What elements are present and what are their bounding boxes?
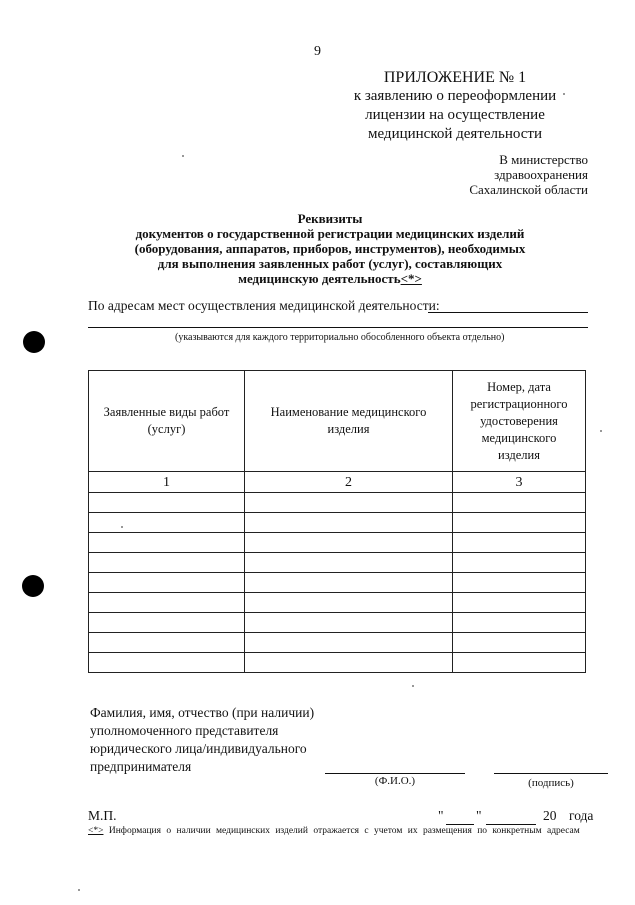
table-cell[interactable] <box>245 573 453 593</box>
table-row <box>89 533 586 553</box>
header-device-name: Наименование медицинского изделия <box>245 371 453 472</box>
stamp-label: М.П. <box>88 808 117 823</box>
address-input-line-2[interactable] <box>88 327 588 328</box>
table-cell[interactable] <box>89 593 245 613</box>
scan-speck <box>78 889 80 891</box>
table-row <box>89 513 586 533</box>
document-heading <box>120 211 540 286</box>
table-cell[interactable] <box>453 613 586 633</box>
heading-line-3: (оборудования, аппаратов, приборов, инструментов), необходимых <box>134 241 526 256</box>
table-row <box>89 613 586 633</box>
devices-table <box>88 370 586 673</box>
signatory-line-3: юридического лица/индивидуального <box>90 741 307 756</box>
table-cell[interactable] <box>89 553 245 573</box>
fio-input-line[interactable] <box>325 773 465 774</box>
table-row <box>89 633 586 653</box>
date-year-prefix: 20 <box>543 808 557 823</box>
table-cell[interactable] <box>453 533 586 553</box>
signature-label: (подпись) <box>528 777 574 789</box>
address-label: По адресам мест осуществления медицинской деятельности: <box>88 298 440 313</box>
heading-footnote-mark: <*> <box>400 271 422 286</box>
date-month-input[interactable] <box>486 824 536 825</box>
appendix-line-1: к заявлению о переоформлении <box>353 88 557 104</box>
date-year-suffix: года <box>569 808 594 823</box>
appendix-title: ПРИЛОЖЕНИЕ № 1 <box>383 69 527 86</box>
scan-speck <box>182 155 184 157</box>
recipient-line-1: В министерство <box>499 152 588 167</box>
table-cell[interactable] <box>453 653 586 673</box>
table-row <box>89 493 586 513</box>
table-row <box>89 653 586 673</box>
column-number-2: 2 <box>245 472 453 493</box>
table-cell[interactable] <box>245 613 453 633</box>
table-cell[interactable] <box>245 633 453 653</box>
page-number: 9 <box>314 44 321 59</box>
punch-hole-bottom <box>22 575 44 597</box>
table-cell[interactable] <box>245 533 453 553</box>
signatory-line-1: Фамилия, имя, отчество (при наличии) <box>90 705 315 720</box>
signatory-line-2: уполномоченного представителя <box>90 723 279 738</box>
column-number-3: 3 <box>453 472 586 493</box>
heading-line-5-text: медицинскую деятельность <box>238 271 401 286</box>
table-number-row <box>89 472 586 493</box>
table-cell[interactable] <box>453 633 586 653</box>
header-registration: Номер, дата регистрационного удостоверения медицинского изделия <box>453 371 586 472</box>
table-cell[interactable] <box>89 613 245 633</box>
footnote <box>88 826 588 836</box>
heading-line-1: Реквизиты <box>297 211 363 226</box>
table-cell[interactable] <box>245 493 453 513</box>
table-cell[interactable] <box>89 493 245 513</box>
table-cell[interactable] <box>245 653 453 673</box>
table-cell[interactable] <box>453 553 586 573</box>
signatory-line-4: предпринимателя <box>90 759 192 774</box>
header-services: Заявленные виды работ (услуг) <box>89 371 245 472</box>
table-cell[interactable] <box>89 533 245 553</box>
scan-speck <box>412 685 414 687</box>
heading-line-5 <box>120 271 540 286</box>
column-number-1: 1 <box>89 472 245 493</box>
table-cell[interactable] <box>453 593 586 613</box>
recipient-line-3: Сахалинской области <box>469 182 588 197</box>
appendix-line-3: медицинской деятельности <box>367 126 543 142</box>
signature-input-line[interactable] <box>494 773 608 774</box>
footnote-mark: <*> <box>88 826 104 836</box>
date-day-input[interactable] <box>446 824 474 825</box>
fio-label: (Ф.И.О.) <box>374 775 416 787</box>
table-cell[interactable] <box>89 633 245 653</box>
table-cell[interactable] <box>245 593 453 613</box>
footnote-text: Информация о наличии медицинских изделий отражается с учетом их размещения по конкретным адресам <box>108 826 580 836</box>
table-cell[interactable] <box>453 573 586 593</box>
table-row <box>89 573 586 593</box>
table-header-row <box>89 371 586 472</box>
table-cell[interactable] <box>89 513 245 533</box>
date-quote-open: " <box>438 808 444 823</box>
scan-speck <box>121 526 123 528</box>
heading-line-2: документов о государственной регистрации медицинских изделий <box>135 226 525 241</box>
date-quote-close: " <box>476 808 482 823</box>
address-input-line[interactable] <box>428 312 588 313</box>
recipient-line-2: здравоохранения <box>494 167 588 182</box>
table-row <box>89 553 586 573</box>
table-cell[interactable] <box>89 653 245 673</box>
table-cell[interactable] <box>453 513 586 533</box>
table-cell[interactable] <box>245 513 453 533</box>
address-note: (указываются для каждого территориально обособленного объекта отдельно) <box>175 332 505 343</box>
heading-line-4: для выполнения заявленных работ (услуг), составляющих <box>157 256 503 271</box>
scan-speck <box>600 430 602 432</box>
table-cell[interactable] <box>453 493 586 513</box>
scan-speck <box>563 93 565 95</box>
appendix-line-2: лицензии на осуществление <box>365 107 545 123</box>
table-cell[interactable] <box>89 573 245 593</box>
table-row <box>89 593 586 613</box>
table-cell[interactable] <box>245 553 453 573</box>
signatory-block <box>90 704 314 776</box>
recipient-block <box>469 152 588 197</box>
appendix-header <box>335 68 575 144</box>
punch-hole-top <box>23 331 45 353</box>
